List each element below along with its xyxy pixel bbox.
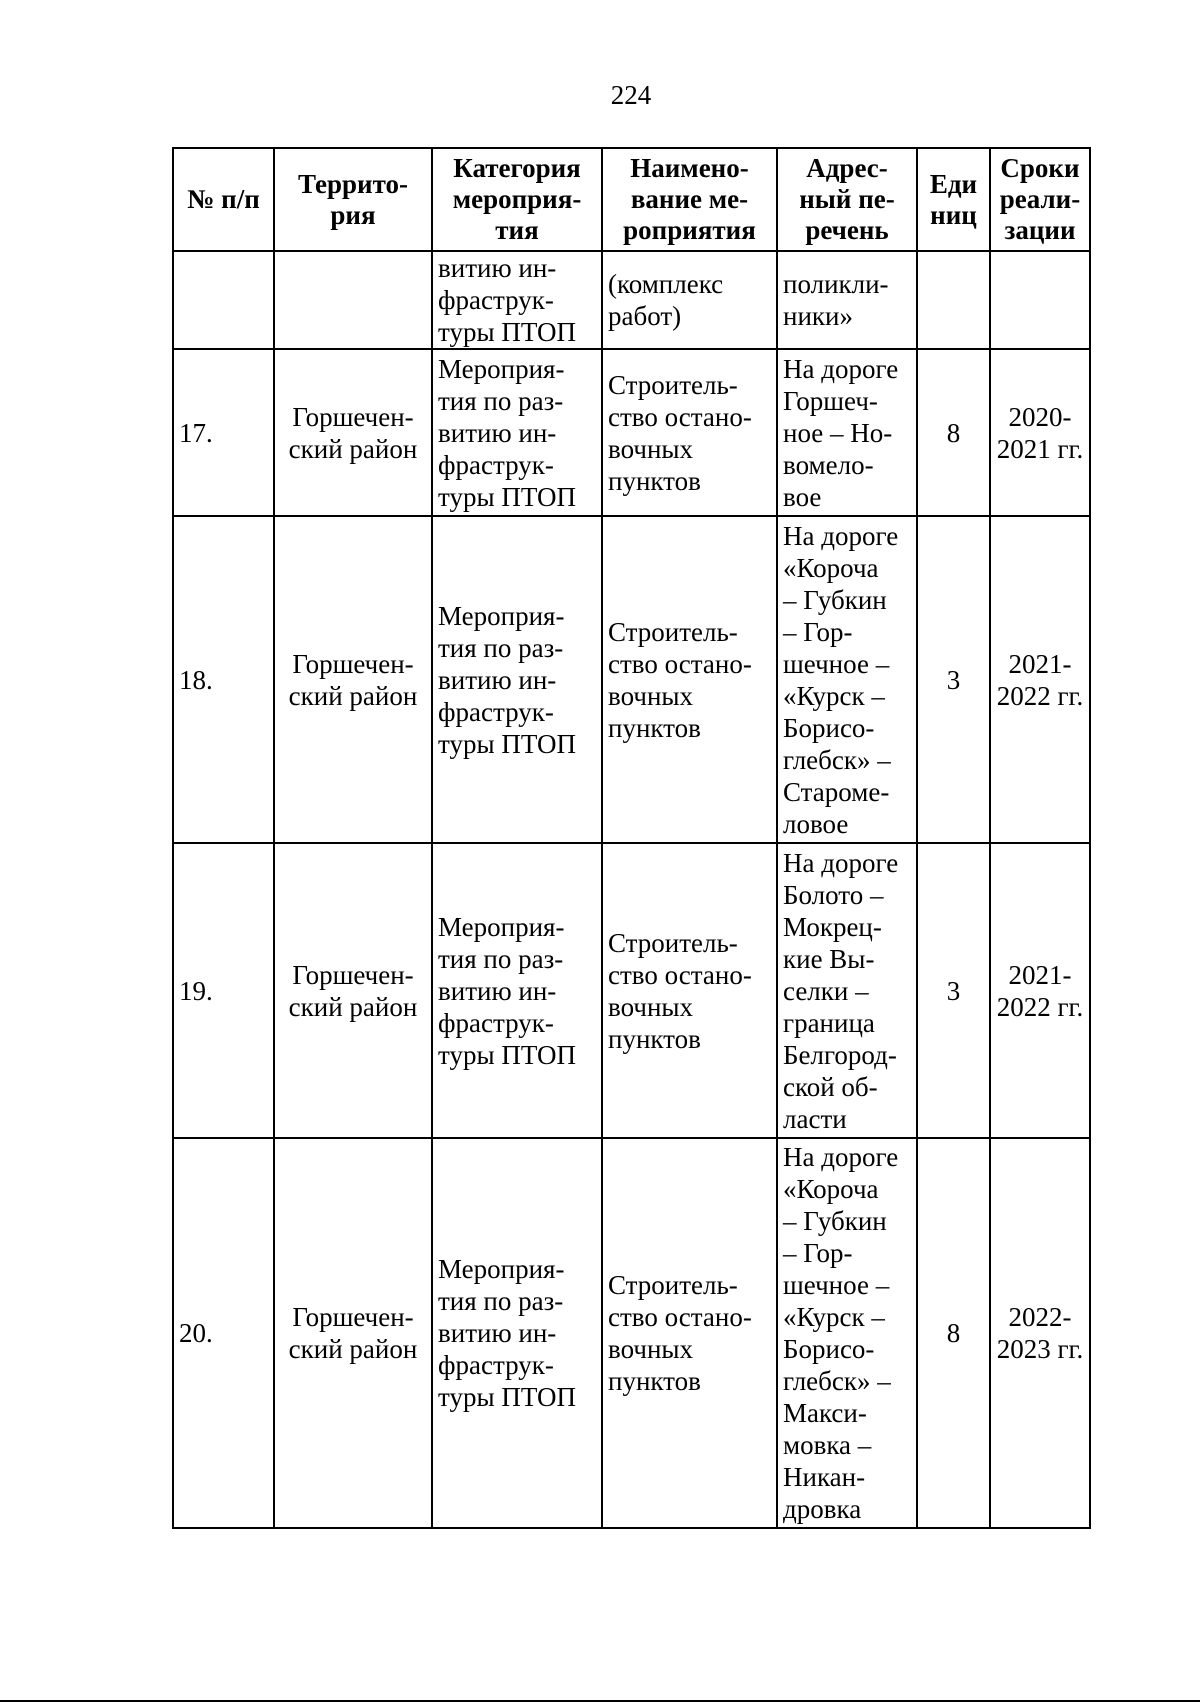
cell-territory: Горшечен- ский район [274,349,432,516]
cell-name: Строитель- ство остано- вочных пунктов [602,843,777,1138]
cell-period [990,251,1090,349]
cell-name: (комплекс работ) [602,251,777,349]
measures-table [172,147,1091,1529]
cell-num: 18. [173,516,274,843]
cell-period: 2021- 2022 гг. [990,843,1090,1138]
cell-category: Мероприя- тия по раз- витию ин- фраструк- туры ПТОП [432,843,602,1138]
cell-territory: Горшечен- ский район [274,516,432,843]
cell-num: 17. [173,349,274,516]
cell-period: 2022- 2023 гг. [990,1138,1090,1528]
cell-units [917,251,990,349]
cell-name: Строитель- ство остано- вочных пунктов [602,1138,777,1528]
cell-units: 8 [917,1138,990,1528]
cell-name: Строитель- ство остано- вочных пунктов [602,516,777,843]
header-period: Сроки реали- зации [990,148,1090,251]
continuation-row [173,251,1090,349]
table-row [173,843,1090,1138]
cell-period: 2021- 2022 гг. [990,516,1090,843]
header-address: Адрес- ный пе- речень [777,148,917,251]
header-category: Категория мероприя- тия [432,148,602,251]
cell-category: Мероприя- тия по раз- витию ин- фраструк- туры ПТОП [432,349,602,516]
table-header [173,148,1090,251]
cell-num: 20. [173,1138,274,1528]
cell-address: На дороге «Короча – Губкин – Гор- шечное – «Курск – Борисо- глебск» – Макси- мовка – Никан- дровка [777,1138,917,1528]
header-territory: Террито- рия [274,148,432,251]
cell-units: 3 [917,843,990,1138]
cell-address: поликли- ники» [777,251,917,349]
header-row [173,148,1090,251]
cell-category: Мероприя- тия по раз- витию ин- фраструк- туры ПТОП [432,1138,602,1528]
cell-name: Строитель- ство остано- вочных пунктов [602,349,777,516]
cell-category: витию ин- фраструк- туры ПТОП [432,251,602,349]
cell-address: На дороге «Короча – Губкин – Гор- шечное – «Курск – Борисо- глебск» – Староме- ловое [777,516,917,843]
table-body [173,251,1090,1528]
table-row [173,516,1090,843]
cell-units: 8 [917,349,990,516]
cell-period: 2020- 2021 гг. [990,349,1090,516]
cell-territory [274,251,432,349]
table-row [173,349,1090,516]
header-name: Наимено- вание ме- роприятия [602,148,777,251]
cell-num [173,251,274,349]
cell-address: На дороге Болото – Мокрец- кие Вы- селки – граница Белгород- ской об- ласти [777,843,917,1138]
cell-address: На дороге Горшеч- ное – Но- вомело- вое [777,349,917,516]
cell-territory: Горшечен- ский район [274,843,432,1138]
cell-num: 19. [173,843,274,1138]
header-units: Еди ниц [917,148,990,251]
cell-territory: Горшечен- ский район [274,1138,432,1528]
cell-category: Мероприя- тия по раз- витию ин- фраструк- туры ПТОП [432,516,602,843]
header-num: № п/п [173,148,274,251]
page-number: 224 [610,80,652,110]
page-bottom-rule [0,1700,1200,1702]
table-row [173,1138,1090,1528]
cell-units: 3 [917,516,990,843]
